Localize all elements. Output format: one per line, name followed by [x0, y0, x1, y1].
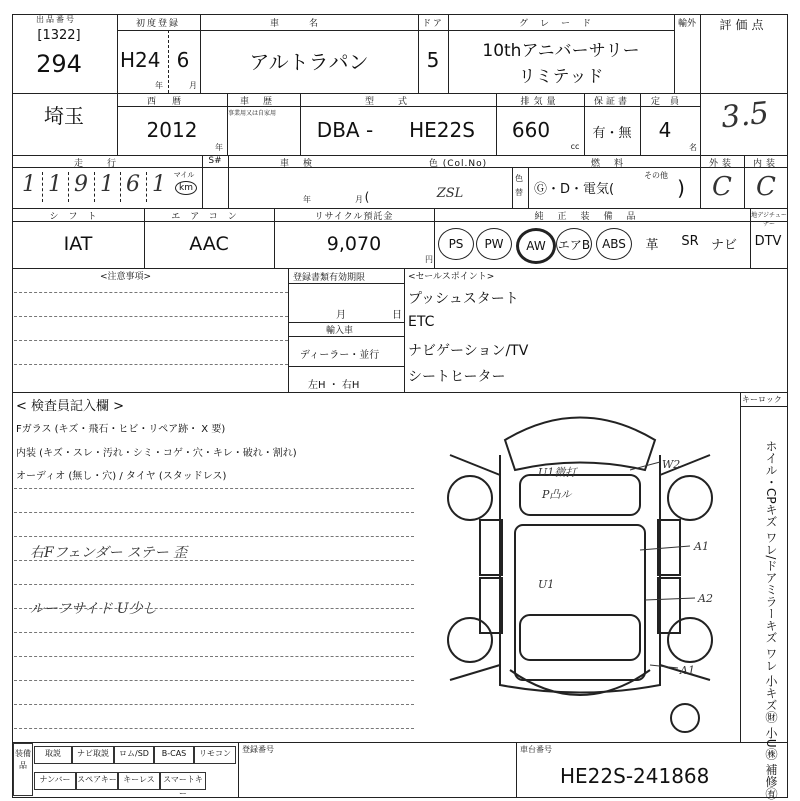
dtv-label: 地デジチューナー [751, 212, 787, 228]
corner-label: 出品番号 [36, 15, 76, 24]
interior-grade: C [756, 172, 776, 202]
ac: AAC [189, 233, 229, 255]
rear-bumper [510, 670, 650, 695]
equipment-sr: SR [681, 234, 699, 249]
inspector-line-2: 内装 (キズ・スレ・汚れ・シミ・コゲ・穴・キレ・破れ・割れ) [16, 448, 297, 459]
mile-unit: マイル [173, 171, 195, 179]
keylock-label: キーロック [742, 395, 782, 404]
ac-label: エアコン [171, 212, 247, 222]
chassis-number: HE22S-241868 [560, 764, 710, 788]
exterior-grade: C [712, 172, 732, 202]
left-front-door [480, 520, 502, 575]
capacity: 4 [658, 118, 672, 142]
frame-left [12, 14, 13, 797]
color-code: ZSL [436, 186, 464, 201]
mileage-label: 走行 [73, 159, 140, 169]
capacity-label: 定員 [650, 97, 689, 107]
note-line [14, 316, 288, 317]
steering-side: 左H ・ 右H [308, 380, 360, 391]
mark-u1-dent: U1微打 [538, 466, 577, 479]
ruled-line [14, 488, 414, 489]
wheel-front-left [448, 476, 492, 520]
mileage-separator [42, 172, 43, 202]
interior-label: 内装 [752, 159, 779, 169]
note-line [14, 364, 288, 365]
prefecture: 埼玉 [44, 104, 84, 128]
mileage-digit: 1 [22, 172, 36, 197]
mileage-separator [68, 172, 69, 202]
mileage-digit: 1 [100, 172, 114, 197]
reg-doc-label: 登録書類有効期限 [293, 273, 366, 283]
accessory-tab: ロム/SD [114, 746, 154, 764]
col-line [516, 742, 517, 797]
ruled-line [14, 512, 414, 513]
keylock-line [740, 406, 788, 407]
right-rear-door [658, 578, 680, 633]
col-line [238, 742, 239, 797]
inspector-line-3: オーディオ (無し・穴) / タイヤ (スタッドレス) [16, 471, 227, 482]
sales-point-4: シートヒーター [408, 369, 506, 385]
accessories-label: 装備品 [13, 743, 33, 796]
insp-month-suffix: 月 [355, 195, 363, 204]
import-label: 輸入車 [326, 326, 354, 336]
rating-value: 3.5 [719, 95, 771, 136]
mark-u1-roof: U1 [538, 578, 555, 591]
caution-label: <注意事項> [100, 272, 152, 282]
name-label: 車名 [269, 19, 348, 29]
frame-top [12, 14, 788, 15]
equipment-エアb: エアB [556, 228, 592, 260]
first-reg-era: H24 [120, 48, 161, 72]
seireki-label: 西暦 [146, 97, 197, 107]
lot-number: 294 [36, 50, 82, 78]
equipment-aw: AW [516, 228, 556, 264]
reg-day: 日 [392, 310, 402, 321]
km-unit: km [175, 181, 197, 195]
model-code: HE22S [409, 118, 475, 142]
notes-subline [288, 283, 404, 284]
wheel-front-right [668, 476, 712, 520]
mileage-digit: 1 [152, 172, 166, 197]
displacement-label: 排気量 [520, 97, 560, 107]
damage-legend: ホイル・CPキズ ワレ/ドアミラーキズ ワレ 小キズ㊖ 小U㊑ 補修㊒ [764, 440, 778, 800]
inspector-title: < 検査員記入欄 > [16, 399, 125, 414]
sales-point-1: プッシュスタート [408, 291, 519, 307]
accessory-tab: スマートキー [160, 772, 206, 790]
rear-window [520, 615, 640, 660]
grade-label: グレード [518, 19, 603, 29]
sales-point-3: ナビゲーション/TV [408, 343, 529, 359]
col-line [528, 167, 529, 208]
mark-a1-quarter: A1 [680, 664, 695, 677]
fuel-label: 燃料 [590, 159, 637, 169]
accessory-tab: 取説 [34, 746, 72, 764]
ruled-line [14, 584, 414, 585]
model-label: 型式 [364, 97, 431, 107]
fuel-other: その他 [644, 171, 668, 180]
s-label: S# [208, 156, 222, 166]
yen-unit: 円 [425, 255, 433, 264]
cc-unit: cc [570, 142, 580, 151]
car-name: アルトラパン [249, 50, 369, 74]
year-suffix: 年 [155, 81, 163, 90]
ruled-line [14, 680, 414, 681]
sales-label: <セールスポイント> [408, 272, 495, 282]
spare-wheel [671, 704, 699, 732]
month-suffix: 月 [189, 81, 197, 90]
reg-number-label: 登録番号 [242, 745, 274, 754]
mark-p-bulge: P凸ル [542, 488, 572, 501]
mileage-separator [94, 172, 95, 202]
mark-a1-door: A1 [694, 540, 709, 553]
equipment-pw: PW [476, 228, 512, 260]
notes-subline [288, 366, 404, 367]
mileage-digit: 9 [74, 172, 88, 197]
door-label: ドア [422, 19, 444, 29]
accessory-tab: ナンバー [34, 772, 76, 790]
col-line [700, 14, 701, 155]
ruled-line [14, 728, 414, 729]
mileage-digit: 1 [48, 172, 62, 197]
insp-paren: ( [364, 190, 370, 204]
recycle-label: リサイクル預託金 [314, 212, 394, 222]
note-line [14, 340, 288, 341]
year: 2012 [146, 118, 198, 142]
col-line [740, 392, 741, 742]
rating-label: 評価点 [719, 18, 768, 32]
accessory-tab: リモコン [194, 746, 236, 764]
inspector-line-1: Fガラス (キズ・飛石・ヒビ・リペア跡・ X 要) [16, 424, 226, 435]
lot-code: [1322] [37, 28, 81, 43]
accessory-tab: スペアキー [76, 772, 118, 790]
history-label: 車歴 [239, 97, 286, 107]
note-line [14, 292, 288, 293]
model-prefix: DBA - [316, 118, 374, 142]
insp-year-suffix: 年 [303, 195, 311, 204]
handwritten-note-1: 右Fフェンダー ステー 歪 [30, 545, 188, 561]
fuel-paren-close: ) [677, 176, 685, 200]
roof [515, 525, 645, 680]
hood-outline [505, 418, 655, 471]
ruled-line [14, 656, 414, 657]
mark-a2: A2 [698, 592, 713, 605]
notes-subline [288, 336, 404, 337]
recycle-fee: 9,070 [326, 233, 382, 255]
repaint-label: 色替 [515, 174, 523, 197]
wheel-rear-right [668, 618, 712, 662]
equipment-革: 革 [645, 238, 659, 253]
custom-label: 輸外 [677, 19, 696, 29]
accessory-tab: ナビ取説 [72, 746, 114, 764]
warranty-label: 保証書 [593, 97, 630, 107]
dealer-type: ディーラー・並行 [300, 350, 380, 361]
grade-line-2: リミテッド [518, 67, 604, 87]
color-label: 色 (Col.No) [428, 159, 488, 169]
equipment-abs: ABS [596, 228, 632, 260]
wheel-rear-left [448, 618, 492, 662]
mileage-separator [146, 172, 147, 202]
handwritten-note-2: ルーフサイド U少し [30, 601, 157, 617]
sales-point-2: ETC [408, 314, 435, 330]
warranty: 有・無 [592, 126, 632, 141]
accessory-tab: キーレス [118, 772, 160, 790]
equipment-dtv: DTV [754, 234, 782, 249]
car-diagram [420, 400, 740, 740]
year-suffix-2: 年 [215, 143, 223, 152]
inspection-label: 車検 [279, 159, 326, 169]
shift-label: シフト [49, 212, 107, 222]
grade-line-1: 10thアニバーサリー [482, 41, 640, 61]
col-line [288, 268, 289, 392]
left-rear-door [480, 578, 502, 633]
col-line [404, 268, 405, 392]
mileage-separator [120, 172, 121, 202]
fuel-options: Ⓖ・D・電気( [534, 182, 615, 197]
equipment-ナビ: ナビ [710, 238, 737, 253]
frame-bottom [12, 797, 788, 798]
first-reg-month: 6 [176, 48, 190, 72]
windshield [520, 475, 640, 515]
ruled-line [14, 536, 414, 537]
row-divider-5 [12, 392, 788, 393]
displacement: 660 [511, 118, 551, 142]
doors: 5 [426, 48, 440, 72]
reg-month: 月 [336, 310, 346, 321]
shift: IAT [63, 233, 93, 255]
equipment-label: 純正装備品 [534, 212, 650, 222]
ruled-line [14, 704, 414, 705]
ruled-line [14, 632, 414, 633]
history-note: 事業用又は自家用 [228, 110, 277, 117]
chassis-label: 車台番号 [520, 745, 552, 754]
exterior-label: 外装 [708, 159, 735, 169]
first-reg-label: 初度登録 [135, 19, 180, 29]
equipment-ps: PS [438, 228, 474, 260]
mark-w2: W2 [662, 458, 681, 471]
capacity-suffix: 名 [689, 143, 697, 152]
mileage-digit: 6 [126, 172, 140, 197]
accessory-tab: B-CAS [154, 746, 194, 764]
row-divider-6 [12, 742, 788, 743]
